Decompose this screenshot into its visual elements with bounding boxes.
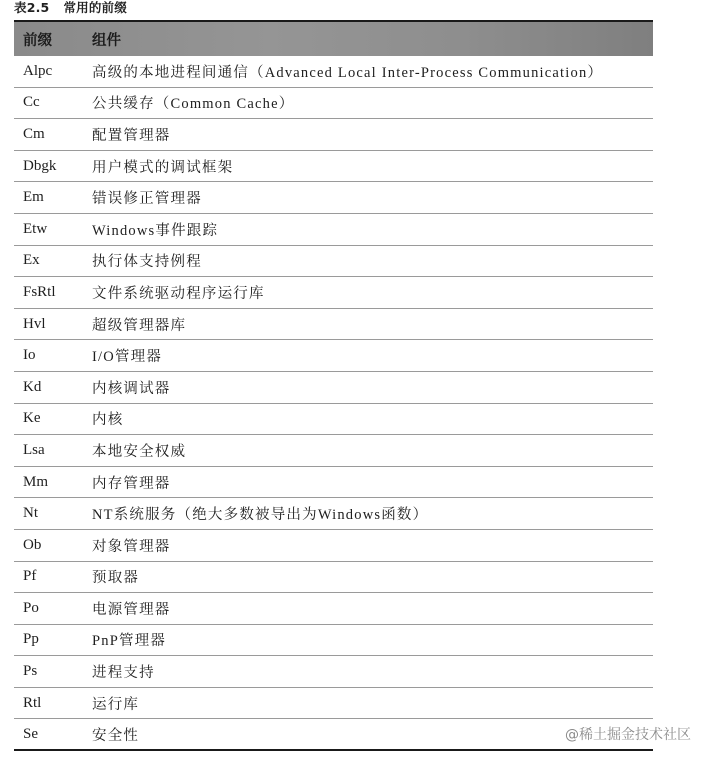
component-cell: 对象管理器: [92, 538, 171, 555]
prefix-cell: Etw: [23, 220, 48, 237]
prefix-cell: Em: [23, 189, 44, 206]
prefix-table: [14, 20, 653, 751]
component-cell: 电源管理器: [92, 601, 171, 618]
prefix-cell: Dbgk: [23, 157, 57, 174]
table-row: [14, 404, 653, 436]
table-caption: [14, 0, 127, 16]
component-cell: 内存管理器: [92, 475, 171, 492]
component-cell: 公共缓存（Common Cache）: [92, 96, 295, 113]
table-row: [14, 688, 653, 720]
prefix-cell: Cm: [23, 125, 45, 142]
component-cell: 本地安全权威: [92, 443, 187, 460]
prefix-cell: Lsa: [23, 441, 45, 458]
prefix-cell: Ps: [23, 663, 38, 680]
component-cell: 内核调试器: [92, 380, 171, 397]
prefix-cell: Mm: [23, 473, 49, 490]
prefix-cell: Io: [23, 347, 36, 364]
table-row: [14, 246, 653, 278]
table-body: [14, 56, 653, 751]
component-cell: 超级管理器库: [92, 317, 187, 334]
prefix-cell: Rtl: [23, 694, 42, 711]
component-cell: 高级的本地进程间通信（Advanced Local Inter-Process Communication）: [92, 64, 604, 81]
table-header: [14, 20, 653, 56]
component-cell: PnP管理器: [92, 633, 167, 650]
prefix-cell: Pp: [23, 631, 39, 648]
prefix-cell: Ob: [23, 536, 42, 553]
table-row: [14, 562, 653, 594]
table-row: [14, 214, 653, 246]
prefix-cell: FsRtl: [23, 283, 56, 300]
component-cell: 进程支持: [92, 665, 155, 682]
table-row: [14, 467, 653, 499]
prefix-cell: Alpc: [23, 62, 53, 79]
table-row: [14, 56, 653, 88]
component-cell: 执行体支持例程: [92, 254, 202, 271]
prefix-cell: Pf: [23, 568, 37, 585]
prefix-cell: Ex: [23, 252, 40, 269]
header-component: 组件: [92, 32, 121, 49]
table-row: [14, 151, 653, 183]
table-row: [14, 119, 653, 151]
component-cell: NT系统服务（绝大多数被导出为Windows函数）: [92, 507, 429, 524]
table-number: 表2.5: [14, 0, 50, 15]
table-row: [14, 498, 653, 530]
table-row: [14, 435, 653, 467]
table-row: [14, 593, 653, 625]
component-cell: 预取器: [92, 570, 140, 587]
component-cell: 用户模式的调试框架: [92, 159, 234, 176]
prefix-cell: Se: [23, 725, 38, 742]
prefix-cell: Po: [23, 599, 39, 616]
component-cell: 配置管理器: [92, 127, 171, 144]
component-cell: 内核: [92, 412, 124, 429]
table-row: [14, 625, 653, 657]
prefix-cell: Nt: [23, 505, 38, 522]
watermark: @稀土掘金技术社区: [565, 727, 691, 743]
table-row: [14, 340, 653, 372]
component-cell: 文件系统驱动程序运行库: [92, 285, 265, 302]
table-row: [14, 309, 653, 341]
component-cell: 错误修正管理器: [92, 191, 202, 208]
prefix-cell: Ke: [23, 410, 41, 427]
component-cell: 安全性: [92, 727, 140, 744]
prefix-cell: Cc: [23, 94, 40, 111]
table-row: [14, 88, 653, 120]
table-row: [14, 182, 653, 214]
table-row: [14, 372, 653, 404]
component-cell: 运行库: [92, 696, 140, 713]
prefix-cell: Hvl: [23, 315, 46, 332]
header-prefix: 前缀: [23, 32, 52, 49]
component-cell: Windows事件跟踪: [92, 222, 219, 239]
table-row: [14, 530, 653, 562]
table-row: [14, 277, 653, 309]
table-row: [14, 719, 653, 751]
component-cell: I/O管理器: [92, 349, 163, 366]
table-row: [14, 656, 653, 688]
prefix-cell: Kd: [23, 378, 42, 395]
table-title: 常用的前缀: [63, 0, 127, 15]
